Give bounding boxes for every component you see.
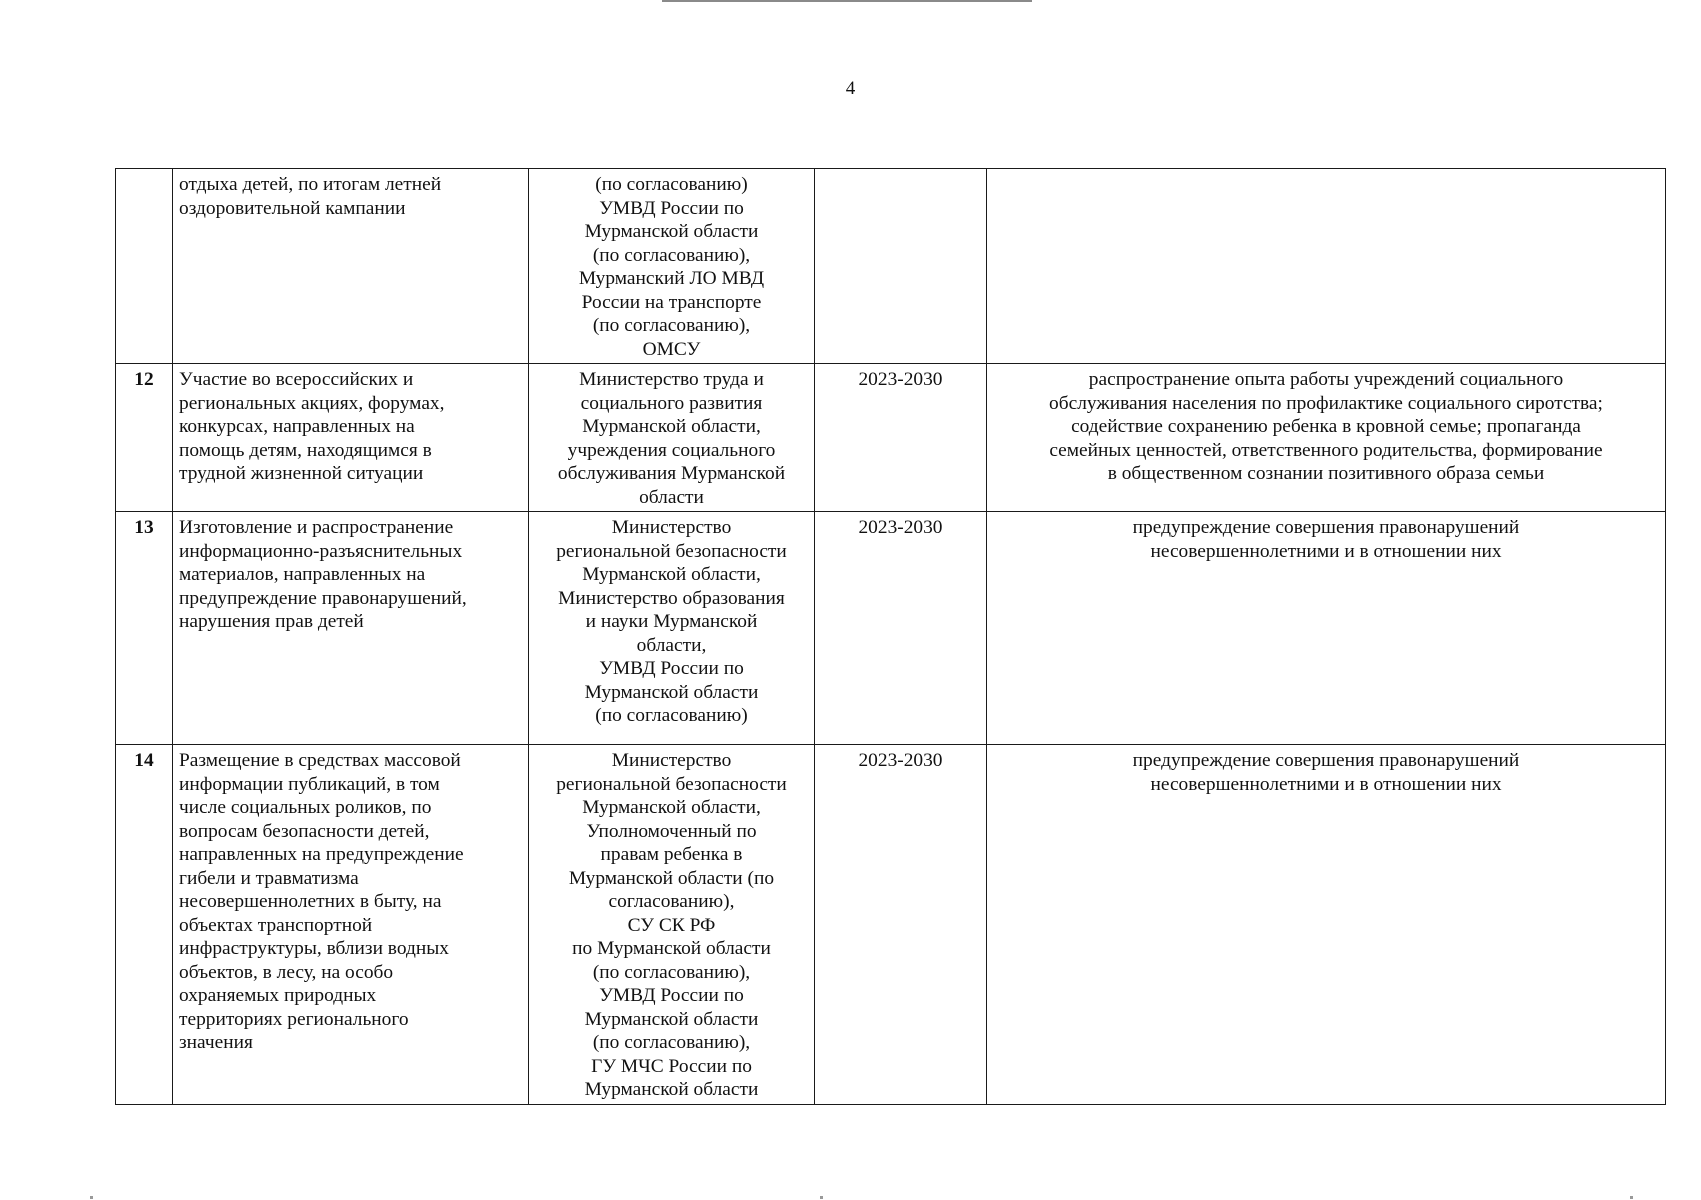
row-number-cell: 13 bbox=[116, 512, 173, 745]
executors-cell: Министерство региональной безопасности Мурманской области, Уполномоченный по правам ребенка в Мурманской области (по согласованию), СУ СК РФ по Мурманской области (по согласованию), УМВД России по Мурманской области (по согласованию), ГУ МЧС России по Мурманской области bbox=[529, 745, 815, 1105]
row-number-cell bbox=[116, 169, 173, 364]
expected-result-cell bbox=[987, 169, 1666, 364]
measure-name-cell: отдыха детей, по итогам летней оздоровительной кампании bbox=[173, 169, 529, 364]
table-row bbox=[116, 512, 1666, 745]
executors-cell: Министерство труда и социального развития Мурманской области, учреждения социального обслуживания Мурманской области bbox=[529, 364, 815, 512]
expected-result-cell: предупреждение совершения правонарушений несовершеннолетними и в отношении них bbox=[987, 745, 1666, 1105]
scan-mark bbox=[1630, 1196, 1633, 1199]
top-rule bbox=[662, 0, 1032, 2]
scan-mark bbox=[820, 1196, 823, 1199]
executors-cell: Министерство региональной безопасности Мурманской области, Министерство образования и науки Мурманской области, УМВД России по Мурманской области (по согласованию) bbox=[529, 512, 815, 745]
measure-name-cell: Участие во всероссийских и региональных акциях, форумах, конкурсах, направленных на помощь детям, находящимся в трудной жизненной ситуации bbox=[173, 364, 529, 512]
measure-name-cell: Изготовление и распространение информационно-разъяснительных материалов, направленных на предупреждение правонарушений, нарушения прав детей bbox=[173, 512, 529, 745]
expected-result-cell: предупреждение совершения правонарушений несовершеннолетними и в отношении них bbox=[987, 512, 1666, 745]
executors-cell: (по согласованию) УМВД России по Мурманской области (по согласованию), Мурманский ЛО МВД России на транспорте (по согласованию), ОМСУ bbox=[529, 169, 815, 364]
term-cell bbox=[815, 169, 987, 364]
term-cell: 2023-2030 bbox=[815, 364, 987, 512]
expected-result-cell: распространение опыта работы учреждений социального обслуживания населения по профилактике социального сиротства; содействие сохранению ребенка в кровной семье; пропаганда семейных ценностей, ответственного родительства, формирование в общественном сознании позитивного образа семьи bbox=[987, 364, 1666, 512]
table-row bbox=[116, 364, 1666, 512]
page-number: 4 bbox=[845, 78, 856, 99]
measures-table bbox=[115, 168, 1666, 1105]
measure-name-cell: Размещение в средствах массовой информации публикаций, в том числе социальных роликов, по вопросам безопасности детей, направленных на предупреждение гибели и травматизма несовершеннолетних в быту, на объектах транспортной инфраструктуры, вблизи водных объектов, в лесу, на особо охраняемых природных территориях регионального значения bbox=[173, 745, 529, 1105]
term-cell: 2023-2030 bbox=[815, 745, 987, 1105]
term-cell: 2023-2030 bbox=[815, 512, 987, 745]
table-row bbox=[116, 745, 1666, 1105]
table-row bbox=[116, 169, 1666, 364]
row-number-cell: 12 bbox=[116, 364, 173, 512]
scan-mark bbox=[90, 1196, 93, 1199]
row-number-cell: 14 bbox=[116, 745, 173, 1105]
